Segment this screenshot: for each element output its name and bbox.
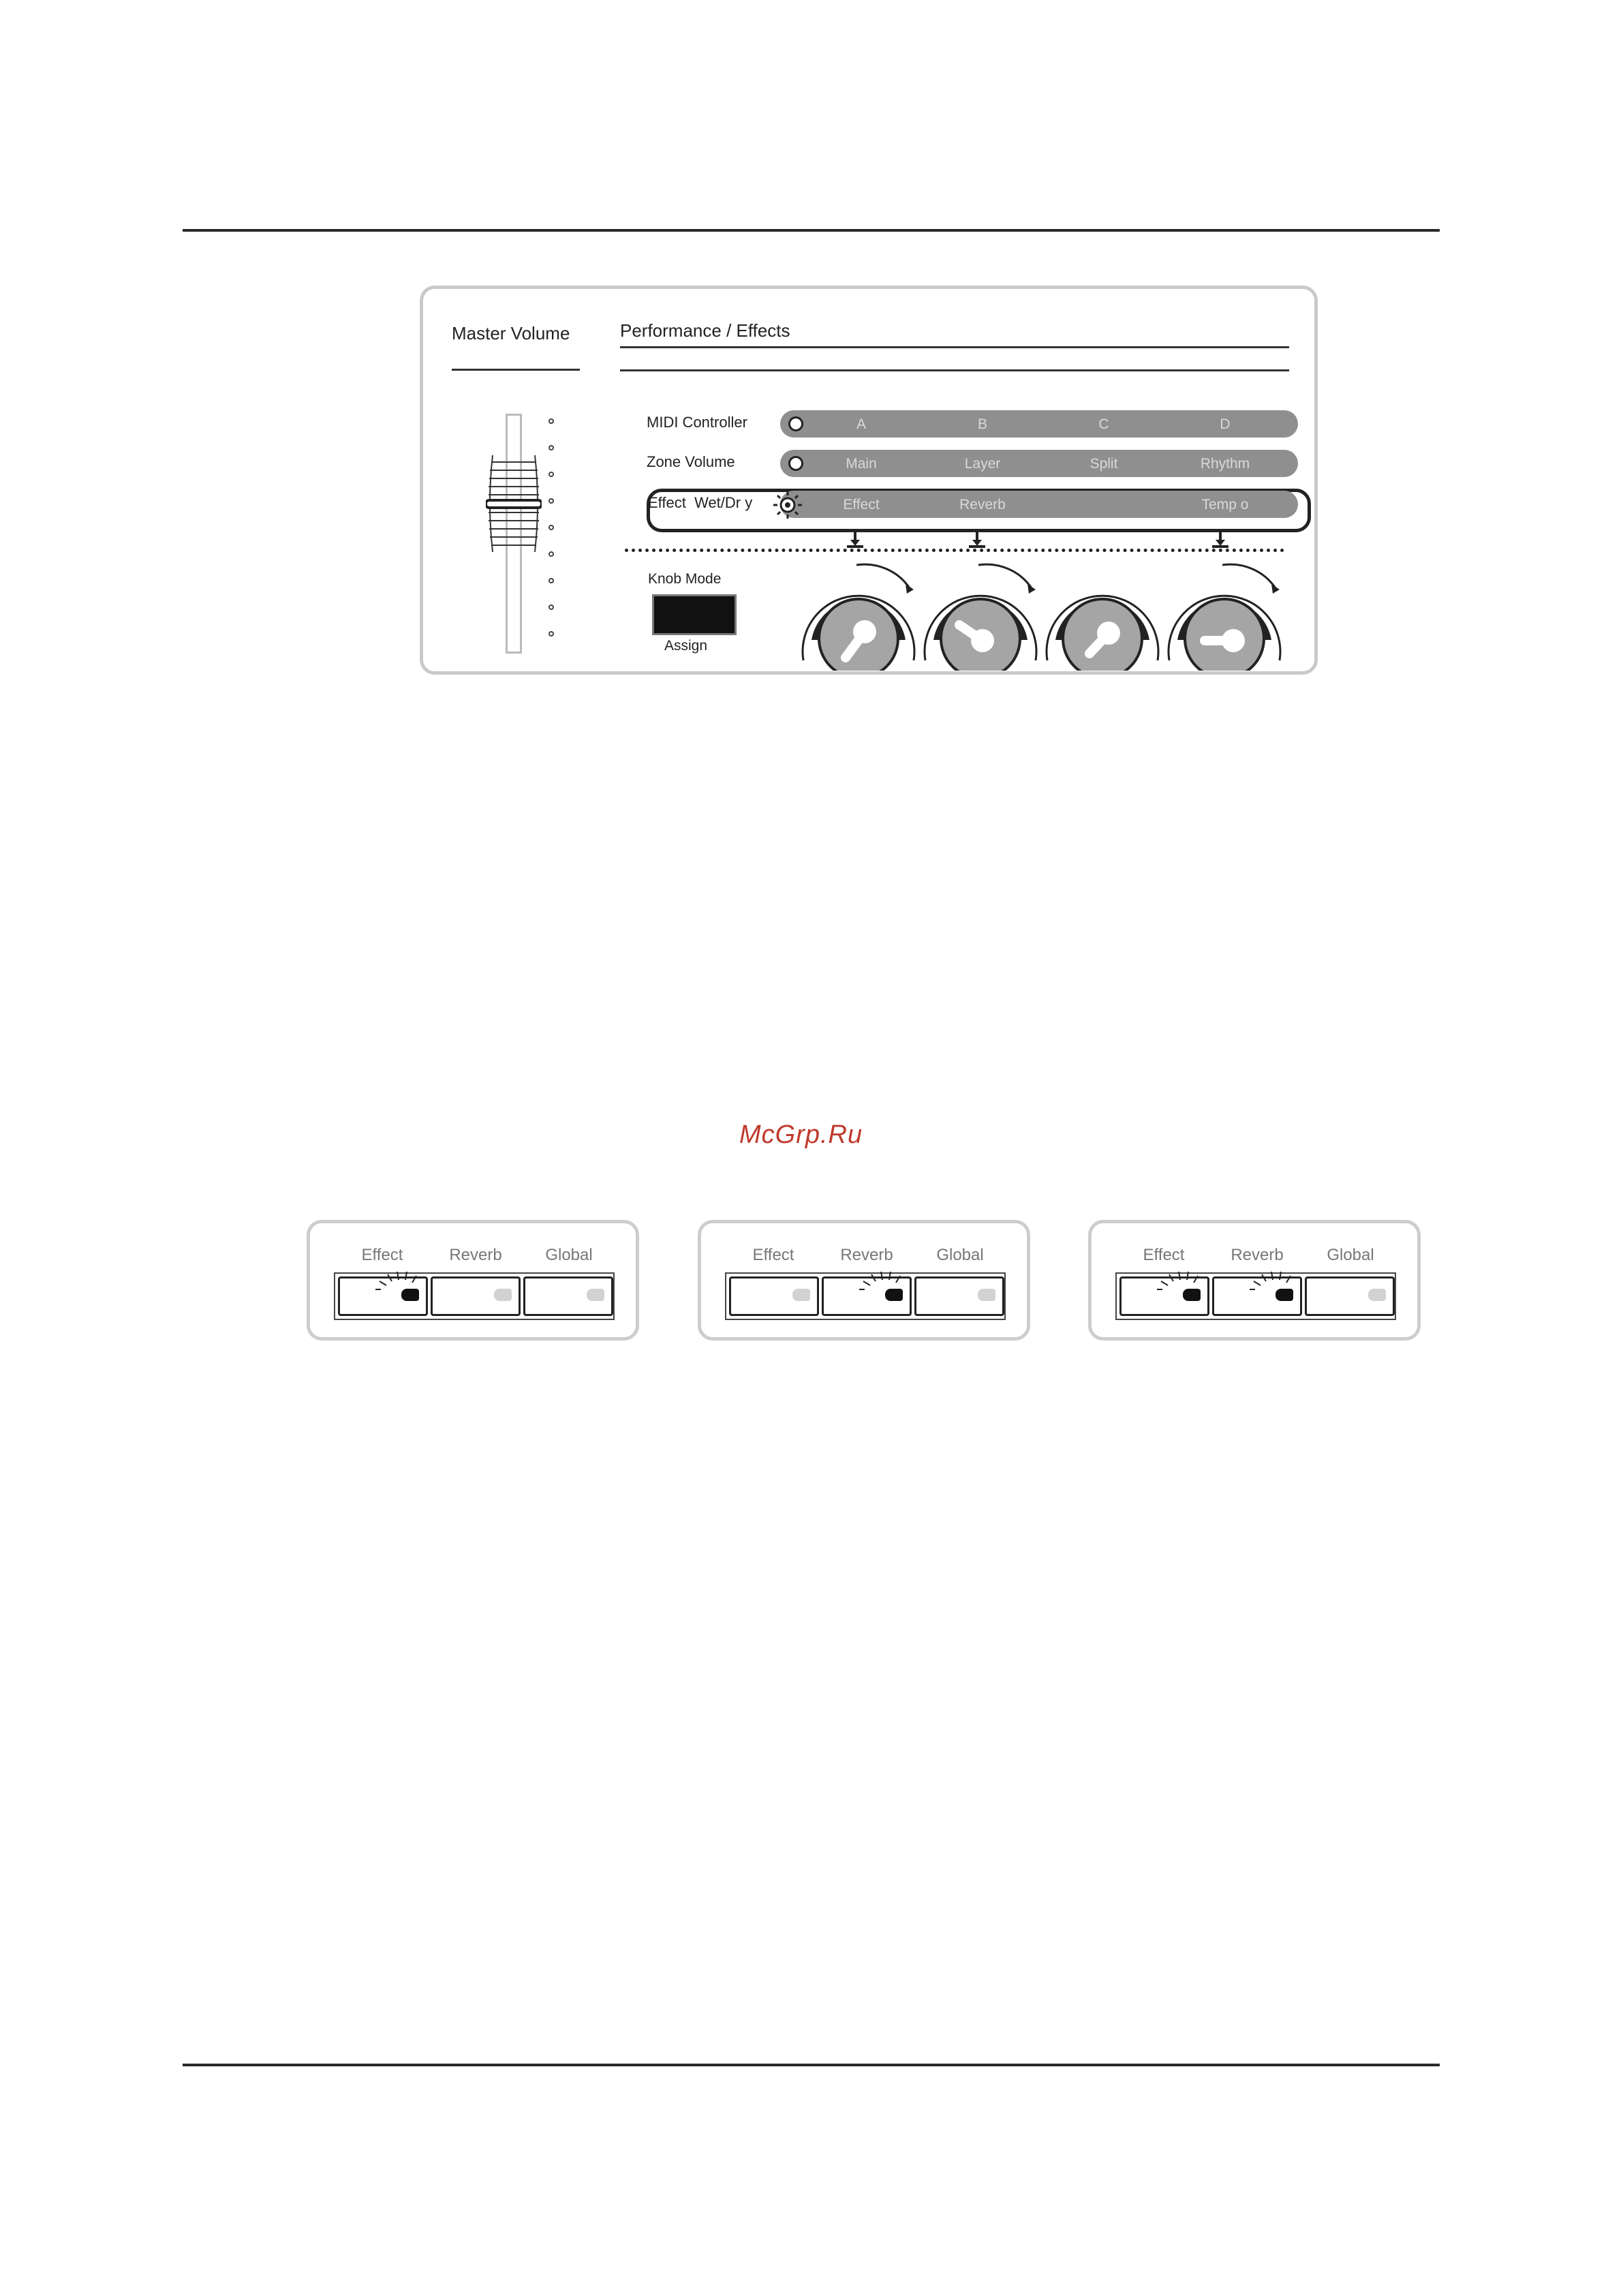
zone-option-rhythm: Rhythm [1200,456,1250,472]
midi-option-b: B [977,416,987,432]
volume-scale-dot [548,604,554,610]
reverb-label: Reverb [1231,1246,1284,1264]
midi-option-a: A [856,416,866,432]
assign-label: Assign [664,638,708,654]
volume-scale-dot [548,631,554,637]
effect-label: Effect [752,1246,794,1264]
volume-scale-dot [548,445,554,450]
volume-scale-dot [548,472,554,477]
knob-2[interactable] [918,558,1042,671]
zone-volume-label: Zone Volume [647,453,735,470]
knob-4[interactable] [1162,558,1286,671]
midi-controller-label: MIDI Controller [647,414,747,431]
midi-controller-led-icon [788,416,803,431]
assign-button[interactable] [652,594,737,635]
performance-divider [620,369,1289,371]
global-button[interactable] [914,1276,1004,1316]
knob-1[interactable] [797,558,921,671]
reverb-button[interactable] [822,1276,912,1316]
button-panel-effect-reverb-active [1088,1220,1421,1341]
button-panel-reverb-active [698,1220,1030,1341]
global-button[interactable] [1305,1276,1395,1316]
global-label: Global [936,1246,984,1264]
effect-option-reverb: Reverb [959,497,1006,512]
volume-scale-dot [548,551,554,557]
zone-volume-led-icon [788,456,803,471]
arrow-down-icon [1212,529,1228,549]
dotted-separator [625,549,1284,552]
effect-option-effect: Effect [843,497,880,512]
effect-led-icon [792,1289,810,1301]
reverb-label: Reverb [840,1246,893,1264]
effect-label: Effect [361,1246,403,1264]
global-button[interactable] [523,1276,613,1316]
blink-rays-icon [859,1270,907,1306]
reverb-button[interactable] [431,1276,521,1316]
zone-option-main: Main [846,456,877,472]
volume-scale-dot [548,498,554,504]
zone-option-split: Split [1089,456,1118,472]
effect-wet-dry-label: Effect Wet/Dr y [648,494,753,511]
global-led-icon [978,1289,995,1301]
arrow-down-icon [969,529,985,549]
midi-option-c: C [1098,416,1109,432]
global-led-icon [587,1289,604,1301]
effect-button[interactable] [338,1276,428,1316]
reverb-label: Reverb [449,1246,502,1264]
midi-controller-bar[interactable] [780,410,1298,438]
blink-rays-icon [375,1270,423,1306]
zone-option-layer: Layer [964,456,1001,472]
knob-mode-label: Knob Mode [648,571,722,587]
control-panel-diagram [420,286,1318,675]
button-group [1115,1272,1396,1320]
master-volume-fader-cap[interactable] [486,453,542,555]
button-group [334,1272,615,1320]
knob-3[interactable] [1040,558,1164,671]
blink-rays-icon [1157,1270,1205,1306]
button-panel-effect-active [307,1220,639,1341]
blink-rays-icon [1250,1270,1297,1306]
volume-scale-dot [548,525,554,530]
performance-effects-title: Performance / Effects [620,320,790,341]
volume-scale-dot [548,578,554,583]
button-group [725,1272,1006,1320]
effect-option-tempo: Temp o [1201,497,1249,512]
master-volume-title: Master Volume [452,323,570,343]
zone-volume-bar[interactable] [780,450,1298,477]
midi-option-d: D [1220,416,1231,432]
bottom-rule [183,2064,1440,2066]
effect-wet-dry-bar[interactable] [780,491,1298,518]
blinking-led-icon [771,490,805,520]
global-label: Global [1327,1246,1374,1264]
global-label: Global [545,1246,593,1264]
master-volume-underline [452,369,580,371]
effect-button[interactable] [729,1276,819,1316]
top-rule [183,229,1440,232]
reverb-led-icon [494,1289,512,1301]
effect-button[interactable] [1119,1276,1209,1316]
arrow-down-icon [847,529,863,549]
effect-label: Effect [1143,1246,1185,1264]
reverb-button[interactable] [1212,1276,1302,1316]
volume-scale-dot [548,418,554,424]
watermark: McGrp.Ru [739,1120,863,1149]
performance-title-underline [620,346,1289,348]
global-led-icon [1368,1289,1386,1301]
